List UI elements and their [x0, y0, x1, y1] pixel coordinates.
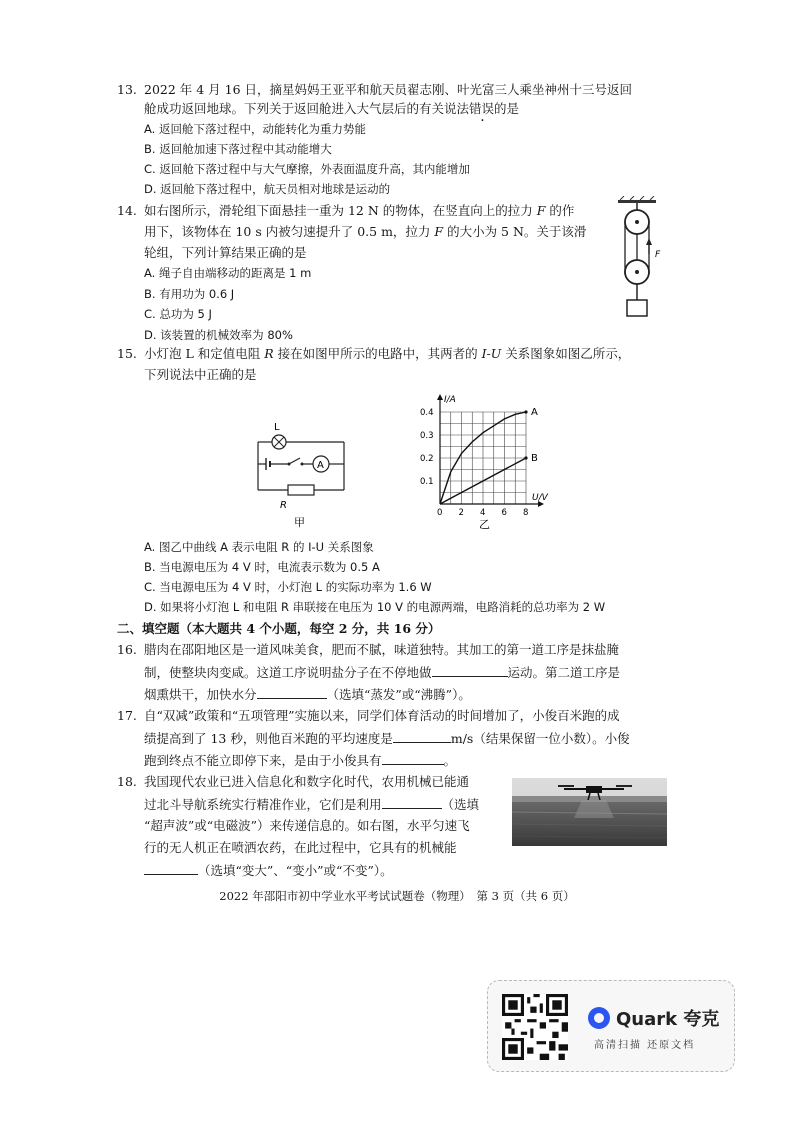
- section-heading: 二、填空题（本大题共 4 个小题，每空 2 分，共 16 分）: [117, 621, 441, 636]
- x-tick-label: 2: [458, 508, 464, 518]
- y-tick-label: 0.1: [420, 477, 434, 487]
- question-text: 制，使整块肉变咸。这道工序说明盐分子在不停地做 运动。第二道工序是: [144, 662, 620, 683]
- lamp-label: L: [274, 422, 280, 433]
- question-text: 小灯泡 L 和定值电阻 R 接在如图甲所示的电路中，其两者的 I-U 关系图象如图乙所示，: [144, 346, 631, 361]
- y-axis-arrow: [437, 394, 443, 400]
- drone-photo: [512, 778, 667, 846]
- option-b: B. 返回舱加速下落过程中其动能增大: [144, 142, 332, 156]
- option-c: C. 总功为 5 J: [144, 307, 212, 321]
- force-label: F: [655, 250, 661, 260]
- x-axis-label: U/V: [532, 493, 548, 503]
- quark-watermark[interactable]: [487, 980, 735, 1072]
- question-text: 轮组，下列计算结果正确的是: [144, 245, 307, 260]
- question-text: 过北斗导航系统实行精准作业，它们是利用 （选填: [144, 794, 479, 815]
- x-tick-label: 6: [501, 508, 507, 518]
- option-b: B. 有用功为 0.6 J: [144, 287, 235, 301]
- brand-subtitle: 高清扫描 还原文档: [594, 1040, 696, 1051]
- question-number: 13.: [117, 82, 137, 97]
- option-c: C. 当电源电压为 4 V 时，小灯泡 L 的实际功率为 1.6 W: [144, 580, 432, 594]
- question-text: 舱成功返回地球。下列关于返回舱进入大气层后的有关说法错误的是: [144, 101, 520, 116]
- quark-logo-icon: [588, 1007, 610, 1029]
- iu-chart: [418, 392, 568, 530]
- svg-text:A: A: [317, 460, 324, 471]
- option-b: B. 当电源电压为 4 V 时，电流表示数为 0.5 A: [144, 560, 380, 574]
- weight-block: [627, 300, 647, 316]
- question-number: 18.: [117, 774, 137, 789]
- figure-caption: 甲: [294, 516, 305, 529]
- answer-blank[interactable]: [144, 860, 198, 875]
- qr-code-icon: [502, 994, 568, 1060]
- answer-blank[interactable]: [432, 662, 508, 677]
- brand-name: Quark 夸克: [616, 1009, 720, 1030]
- series-end-point: [524, 410, 527, 413]
- question-text: 2022 年 4 月 16 日，摘星妈妈王亚平和航天员翟志刚、叶光富三人乘坐神州十三号返回: [144, 82, 633, 97]
- question-text: 烟熏烘干，加快水分 （选填“蒸发”或“沸腾”）。: [144, 684, 471, 705]
- question-text: 下列说法中正确的是: [144, 367, 257, 382]
- option-a: A. 返回舱下落过程中，动能转化为重力势能: [144, 122, 366, 136]
- pulley-figure: [612, 196, 668, 322]
- question-text: 我国现代农业已进入信息化和数字化时代，农用机械已能通: [144, 774, 470, 789]
- option-d: D. 如果将小灯泡 L 和电阻 R 串联接在电压为 10 V 的电源两端，电路消耗的总功率为 2 W: [144, 600, 606, 614]
- x-tick-label: 4: [480, 508, 486, 518]
- question-text: 腊肉在邵阳地区是一道风味美食，肥而不腻，味道独特。其加工的第一道工序是抹盐腌: [144, 642, 620, 657]
- page-footer: 2022 年邵阳市初中学业水平考试试题卷（物理） 第 3 页（共 6 页）: [219, 889, 575, 903]
- y-axis-label: I/A: [444, 395, 456, 405]
- figure-caption: 乙: [479, 518, 490, 530]
- question-text: 自“双减”政策和“五项管理”实施以来，同学们体育活动的时间增加了，小俊百米跑的成: [144, 708, 620, 723]
- answer-blank[interactable]: [393, 728, 451, 743]
- answer-blank[interactable]: [382, 794, 442, 809]
- resistor-symbol: [288, 485, 314, 495]
- question-text: 如右图所示，滑轮组下面悬挂一重为 12 N 的物体，在竖直向上的拉力 F 的作: [144, 203, 575, 218]
- x-tick-label: 8: [523, 508, 529, 518]
- question-number: 15.: [117, 346, 137, 361]
- option-d: D. 返回舱下落过程中，航天员相对地球是运动的: [144, 182, 391, 196]
- y-tick-label: 0.3: [420, 431, 434, 441]
- y-tick-label: 0.2: [420, 454, 434, 464]
- question-text: “超声波”或“电磁波”）来传递信息的。如右图，水平匀速飞: [144, 818, 470, 833]
- question-text: 用下，该物体在 10 s 内被匀速提升了 0.5 m，拉力 F 的大小为 5 N。关于该滑: [144, 224, 587, 239]
- switch-symbol: [289, 458, 300, 464]
- x-tick-label: 0: [437, 508, 443, 518]
- ceiling: [618, 200, 656, 203]
- question-text: 跑到终点不能立即停下来，是由于小俊具有 。: [144, 750, 456, 771]
- question-number: 16.: [117, 642, 137, 657]
- answer-blank[interactable]: [382, 750, 444, 765]
- question-text: （选填“变大”、“变小”或“不变”）。: [144, 860, 393, 881]
- answer-blank[interactable]: [257, 684, 327, 699]
- series-end-point: [524, 456, 527, 459]
- question-text: 行的无人机正在喷洒农药，在此过程中，它具有的机械能: [144, 840, 457, 855]
- circuit-diagram: [250, 418, 360, 530]
- series-label-A: A: [531, 407, 538, 418]
- option-a: A. 图乙中曲线 A 表示电阻 R 的 I-U 关系图象: [144, 540, 374, 554]
- y-tick-label: 0.4: [420, 408, 434, 418]
- resistor-label: R: [280, 500, 287, 511]
- option-d: D. 该装置的机械效率为 80%: [144, 328, 293, 342]
- series-label-B: B: [531, 453, 538, 464]
- emphasis-text: 错误: [469, 101, 495, 116]
- question-number: 14.: [117, 203, 137, 218]
- option-c: C. 返回舱下落过程中与大气摩擦，外表面温度升高，其内能增加: [144, 162, 470, 176]
- question-text: 绩提高到了 13 秒，则他百米跑的平均速度是 m/s（结果保留一位小数）。小俊: [144, 728, 630, 749]
- question-number: 17.: [117, 708, 137, 723]
- option-a: A. 绳子自由端移动的距离是 1 m: [144, 266, 312, 280]
